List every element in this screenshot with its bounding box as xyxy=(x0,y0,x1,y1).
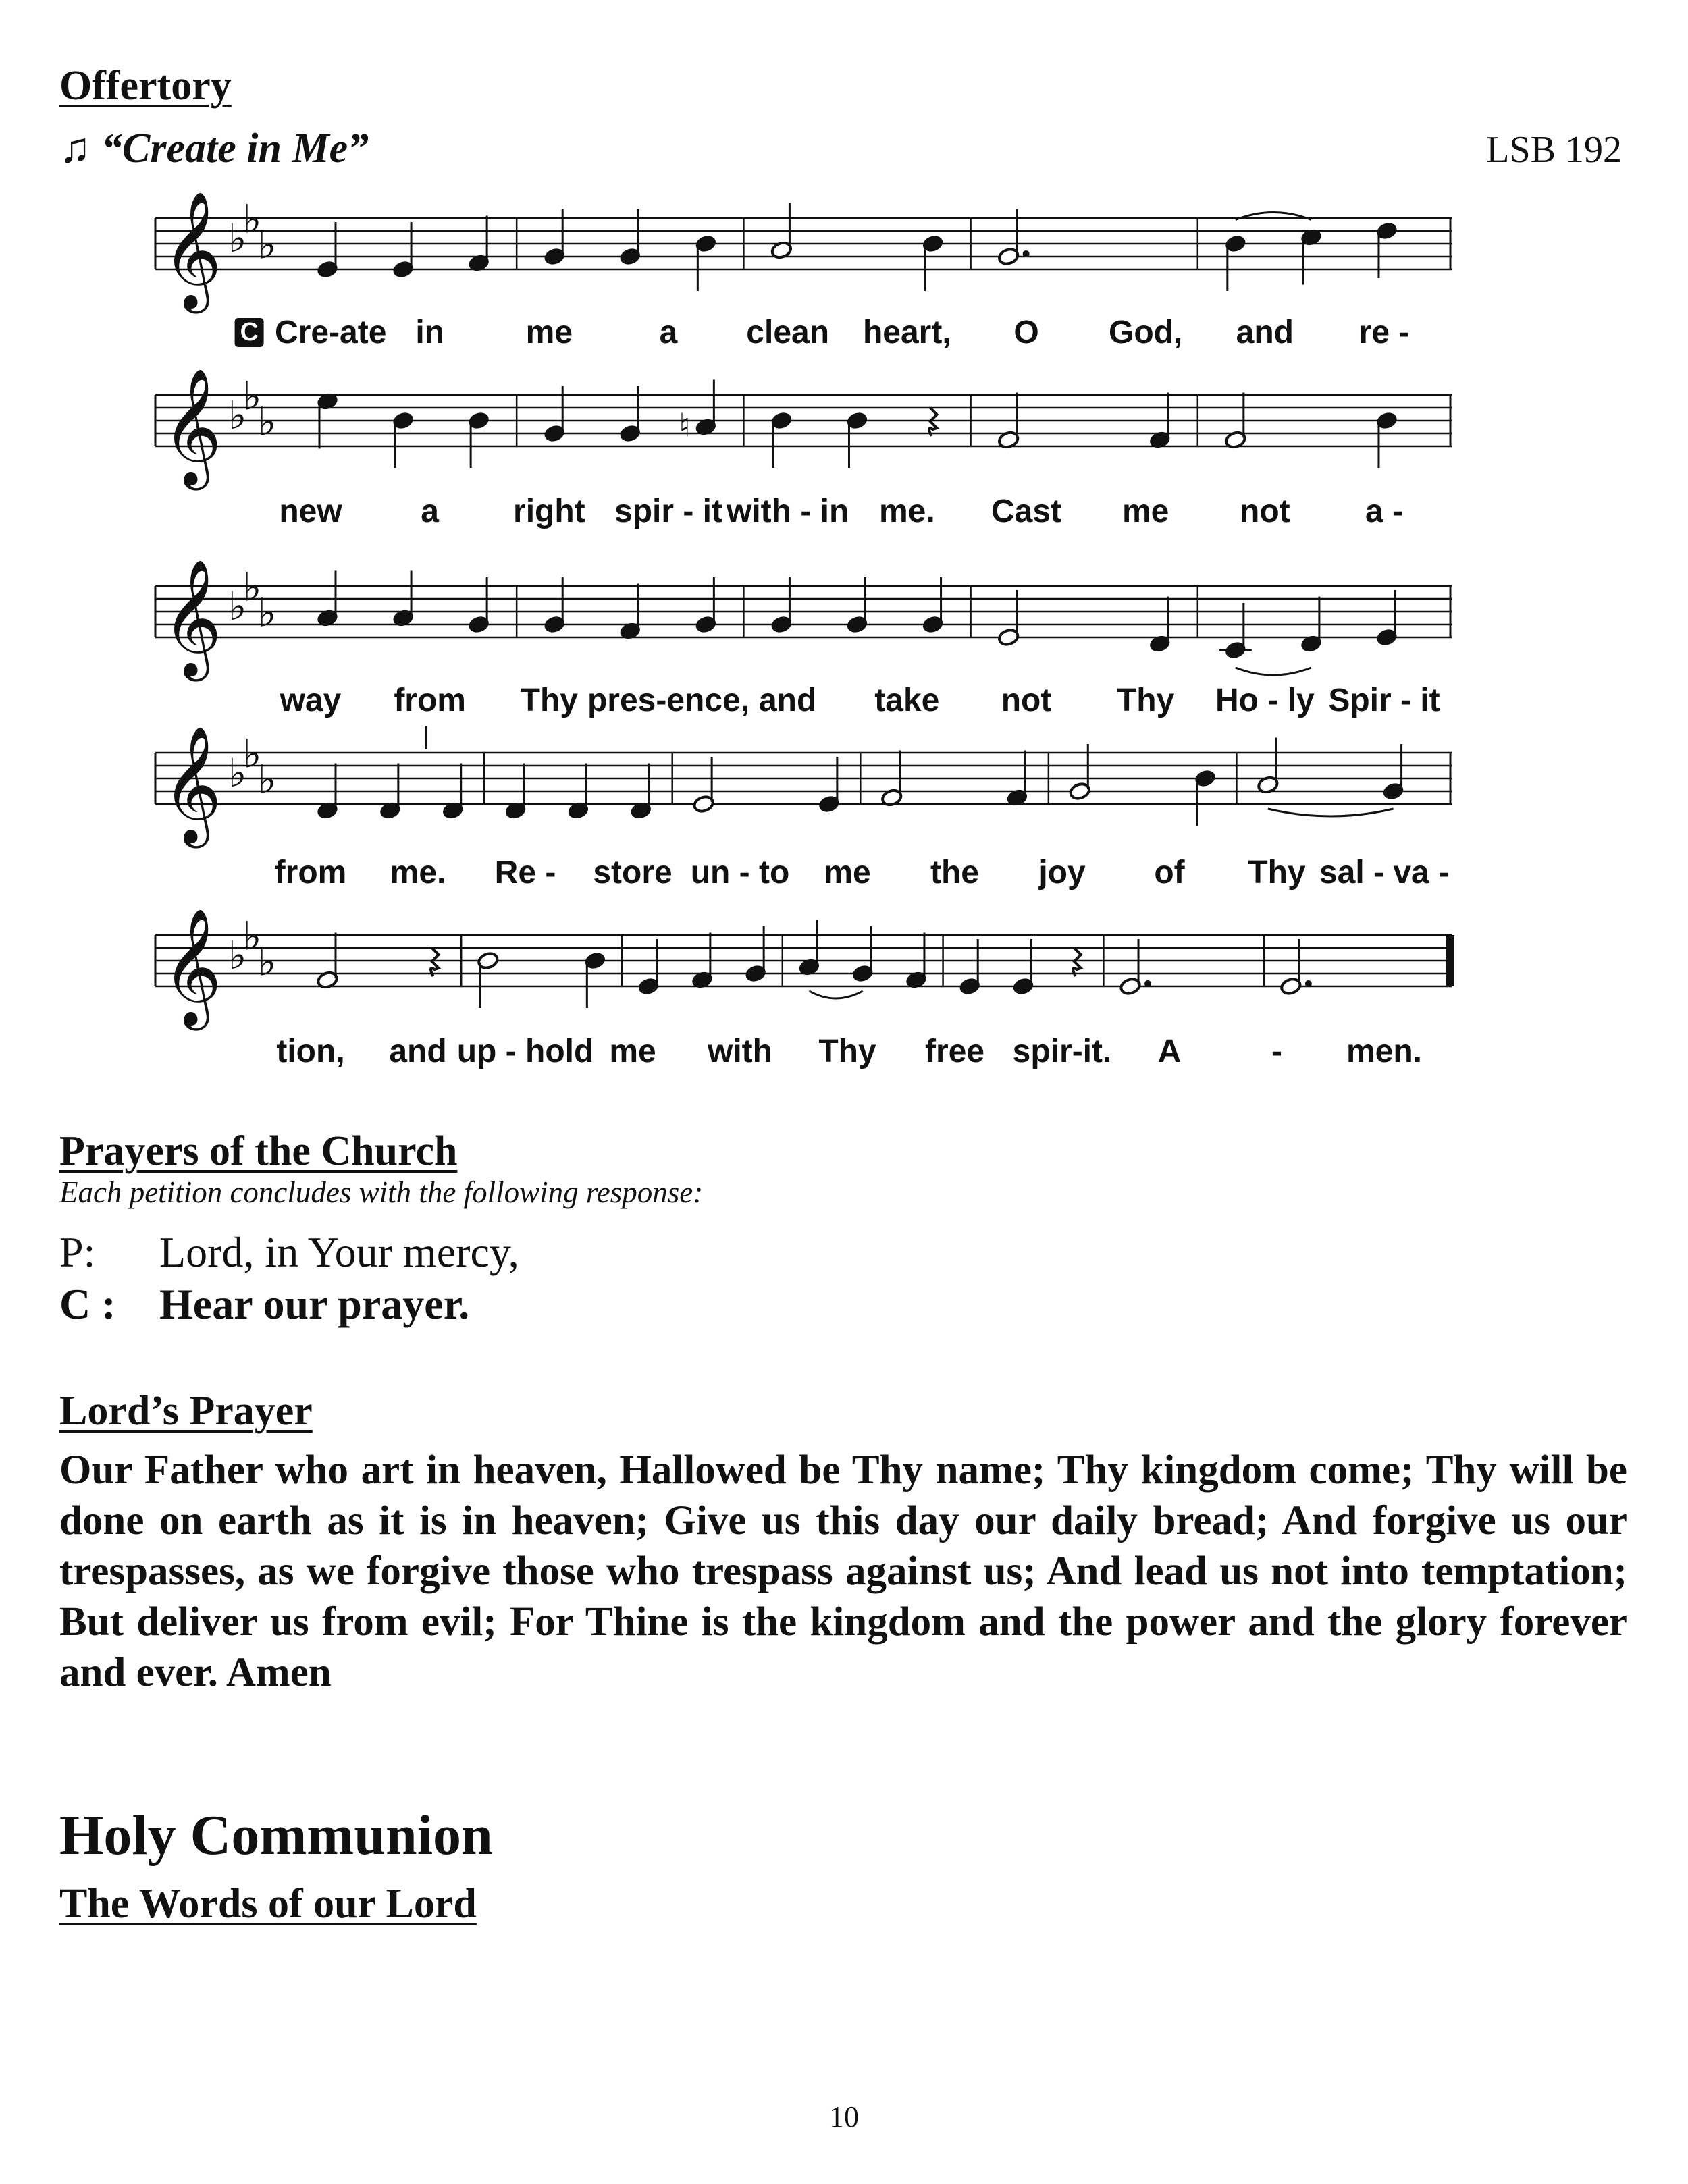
congregation-marker: C xyxy=(235,318,264,347)
hymn-reference: LSB 192 xyxy=(1486,129,1622,171)
note xyxy=(468,411,490,468)
pastor-petition xyxy=(59,1227,519,1277)
lyric-syllable: in xyxy=(415,315,444,350)
lyric-syllable: God, xyxy=(1109,315,1183,350)
lyric-syllable: spir - it xyxy=(614,494,723,529)
note xyxy=(392,411,414,468)
note xyxy=(426,726,465,820)
lyric-syllable: spir-it. xyxy=(1012,1034,1112,1069)
quarter-rest-icon xyxy=(1073,948,1081,976)
lyric-syllable: me xyxy=(824,855,871,890)
key-signature-flat-icon: ♭ xyxy=(258,398,277,445)
lyric-syllable: me xyxy=(609,1034,656,1069)
lyric-syllable: and xyxy=(1236,315,1294,350)
slur xyxy=(1236,668,1311,675)
lyric-syllable: right xyxy=(513,494,585,529)
treble-clef-icon: 𝄞 xyxy=(162,191,222,309)
rubric-instruction: Each petition concludes with the following response: xyxy=(59,1175,704,1209)
key-signature-flat-icon: ♭ xyxy=(258,938,277,985)
note xyxy=(584,951,606,1008)
note xyxy=(1375,411,1398,468)
congregation-text: Hear our prayer. xyxy=(159,1280,470,1328)
lyric-syllable: a - xyxy=(1365,494,1404,529)
music-staff-2 xyxy=(155,341,1452,516)
treble-clef-icon: 𝄞 xyxy=(162,559,222,676)
note xyxy=(1194,769,1216,826)
lyric-syllable: me. xyxy=(390,855,446,890)
words-of-our-lord-heading: The Words of our Lord xyxy=(59,1881,477,1927)
lyric-syllable: from xyxy=(394,683,466,718)
hymn-title: ♫ “Create in Me” xyxy=(59,126,369,171)
lyric-syllable: pres-ence, xyxy=(587,683,750,718)
treble-clef-icon: 𝄞 xyxy=(162,908,222,1026)
key-signature-flat-icon: ♭ xyxy=(228,392,247,438)
lyric-syllable: men. xyxy=(1346,1034,1423,1069)
music-staff-1 xyxy=(155,164,1452,340)
lyric-syllable: store xyxy=(593,855,672,890)
note xyxy=(477,951,499,1008)
lyric-syllable: Re - xyxy=(494,855,556,890)
lyric-syllable: me xyxy=(1122,494,1169,529)
lyric-syllable: take xyxy=(874,683,940,718)
offertory-heading: Offertory xyxy=(59,63,232,109)
lyric-syllable: C Cre-ate xyxy=(235,314,387,351)
key-signature-flat-icon: ♭ xyxy=(228,583,247,629)
pastor-text: Lord, in Your mercy, xyxy=(159,1228,519,1276)
note xyxy=(922,234,944,291)
lyric-syllable: O xyxy=(1013,315,1039,350)
quarter-rest-icon xyxy=(431,948,439,976)
key-signature-flat-icon: ♭ xyxy=(243,564,262,610)
lyric-syllable: Ho - ly xyxy=(1215,683,1315,718)
lyric-syllable: and xyxy=(389,1034,447,1069)
lyric-syllable: not xyxy=(1240,494,1290,529)
slur xyxy=(809,991,862,998)
slur xyxy=(1268,809,1394,816)
lyric-syllable: Spir - it xyxy=(1328,683,1440,718)
key-signature-flat-icon: ♭ xyxy=(258,756,277,803)
lyric-syllable: a xyxy=(421,494,440,529)
key-signature-flat-icon: ♭ xyxy=(243,373,262,419)
note xyxy=(770,411,793,468)
key-signature-flat-icon: ♭ xyxy=(243,196,262,242)
lyric-syllable: from xyxy=(274,855,347,890)
lyric-syllable: with xyxy=(708,1034,772,1069)
svg-text:♮: ♮ xyxy=(679,406,691,445)
lyric-syllable: not xyxy=(1001,683,1052,718)
note xyxy=(1224,234,1246,291)
lyric-syllable: of xyxy=(1154,855,1185,890)
lyric-syllable: a xyxy=(659,315,678,350)
key-signature-flat-icon: ♭ xyxy=(228,750,247,796)
lyric-syllable: Thy xyxy=(1116,683,1175,718)
lyric-syllable: tion, xyxy=(276,1034,345,1069)
lyric-syllable: un - to xyxy=(690,855,790,890)
lyric-syllable: me. xyxy=(878,494,935,529)
key-signature-flat-icon: ♭ xyxy=(258,589,277,636)
music-staff-4 xyxy=(155,699,1452,874)
key-signature-flat-icon: ♭ xyxy=(228,215,247,261)
page-number: 10 xyxy=(829,2100,859,2133)
lyric-syllable: up - hold xyxy=(456,1034,594,1069)
prayers-heading: Prayers of the Church xyxy=(59,1128,458,1174)
music-staff-3 xyxy=(155,532,1452,708)
lyric-syllable: with - in xyxy=(727,494,849,529)
lyric-syllable: heart, xyxy=(862,315,951,350)
lyric-syllable: - xyxy=(1271,1034,1282,1069)
lyric-syllable: sal - va - xyxy=(1319,855,1450,890)
treble-clef-icon: 𝄞 xyxy=(162,726,222,843)
key-signature-flat-icon: ♭ xyxy=(258,221,277,268)
lyric-syllable: way xyxy=(280,683,342,718)
holy-communion-title: Holy Communion xyxy=(59,1804,493,1867)
lyric-syllable: joy xyxy=(1038,855,1086,890)
music-staff-5 xyxy=(155,881,1452,1057)
key-signature-flat-icon: ♭ xyxy=(243,913,262,959)
key-signature-flat-icon: ♭ xyxy=(243,730,262,777)
note xyxy=(846,411,868,468)
lyric-syllable: Thy xyxy=(1248,855,1306,890)
lyric-syllable: new xyxy=(279,494,342,529)
lyric-syllable: Cast xyxy=(991,494,1062,529)
congregation-response xyxy=(59,1279,469,1329)
lyric-syllable: Thy xyxy=(520,683,578,718)
note xyxy=(679,380,717,445)
lyric-syllable: re - xyxy=(1359,315,1410,350)
lords-prayer-heading: Lord’s Prayer xyxy=(59,1388,313,1434)
lyric-syllable: Thy xyxy=(818,1034,876,1069)
lyric-syllable: clean xyxy=(746,315,830,350)
key-signature-flat-icon: ♭ xyxy=(228,932,247,978)
lyric-syllable: and xyxy=(758,683,817,718)
treble-clef-icon: 𝄞 xyxy=(162,368,222,485)
lyric-syllable: the xyxy=(930,855,979,890)
lyric-syllable: free xyxy=(924,1034,985,1069)
lyric-syllable: me xyxy=(525,315,573,350)
congregation-label: C : xyxy=(59,1280,116,1328)
quarter-rest-icon xyxy=(929,408,937,436)
lords-prayer-text: Our Father who art in heaven, Hallowed be Thy name; Thy kingdom come; Thy will be done on earth as it is in heaven; Give us this day our daily bread; And forgive us our trespasses, as we forgive those who trespass against us; And lead us not into temptation; But deliver us from evil; For Thine is the kingdom and the power and the glory forever and ever. Amen xyxy=(59,1447,1627,1695)
lyric-syllable: A xyxy=(1157,1034,1182,1069)
note xyxy=(695,234,717,291)
pastor-label: P: xyxy=(59,1228,96,1276)
